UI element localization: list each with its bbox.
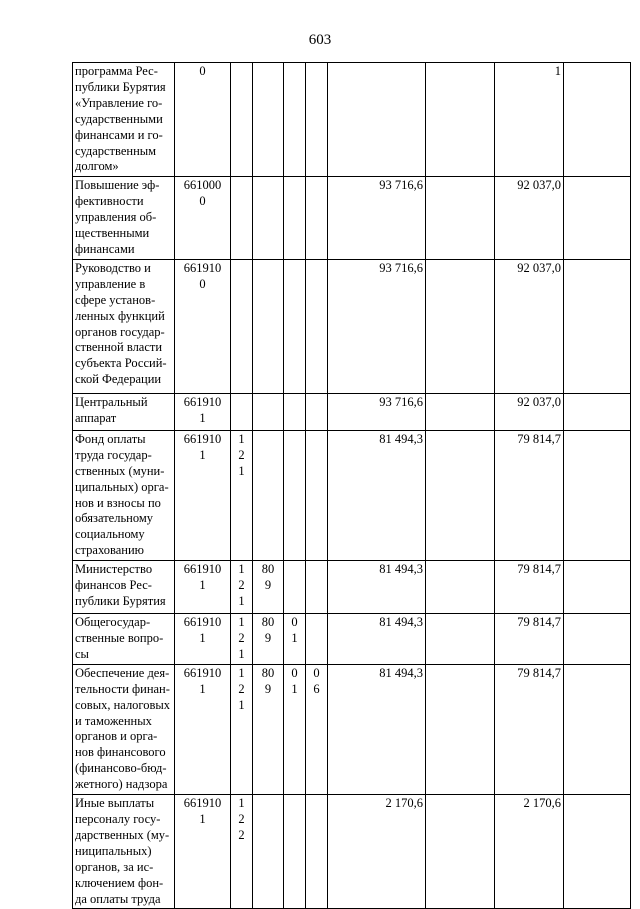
row-amount-2: 79 814,7 — [495, 561, 564, 614]
row-col3: 1 2 1 — [231, 664, 253, 794]
table-row — [73, 393, 631, 430]
row-col6 — [306, 561, 328, 614]
row-amount-1: 93 716,6 — [328, 177, 426, 260]
row-empty-col8 — [426, 63, 495, 177]
row-col3: 1 2 2 — [231, 795, 253, 909]
row-name: Руководство и управление в сфере установ- ленных функций органов государ- ственной власти субъекта Россий- ской Федерации — [73, 259, 175, 393]
row-empty-col10 — [564, 795, 631, 909]
row-amount-2: 1 — [495, 63, 564, 177]
table-row — [73, 177, 631, 260]
row-col5 — [284, 795, 306, 909]
row-col4: 80 9 — [253, 561, 284, 614]
row-col5 — [284, 259, 306, 393]
row-amount-2: 79 814,7 — [495, 430, 564, 560]
table-row — [73, 63, 631, 177]
row-col5 — [284, 393, 306, 430]
row-empty-col8 — [426, 614, 495, 665]
row-amount-1: 81 494,3 — [328, 614, 426, 665]
row-col5: 0 1 — [284, 664, 306, 794]
row-amount-1: 81 494,3 — [328, 664, 426, 794]
row-code: 661910 1 — [175, 795, 231, 909]
row-empty-col8 — [426, 393, 495, 430]
row-code: 661000 0 — [175, 177, 231, 260]
row-code: 661910 1 — [175, 614, 231, 665]
row-col4 — [253, 177, 284, 260]
row-empty-col10 — [564, 561, 631, 614]
row-amount-2: 92 037,0 — [495, 393, 564, 430]
row-col3 — [231, 393, 253, 430]
row-col5 — [284, 430, 306, 560]
table-body — [73, 63, 631, 909]
row-name: Обеспечение дея- тельности финан- совых, налоговых и таможенных органов и орга- нов финансового (финансово-бюд- жетного) надзора — [73, 664, 175, 794]
row-col6 — [306, 259, 328, 393]
table-row — [73, 430, 631, 560]
row-col6 — [306, 63, 328, 177]
row-empty-col8 — [426, 177, 495, 260]
row-col5 — [284, 561, 306, 614]
row-col3: 1 2 1 — [231, 430, 253, 560]
row-empty-col10 — [564, 430, 631, 560]
table-row — [73, 561, 631, 614]
row-amount-1: 93 716,6 — [328, 259, 426, 393]
row-code: 661910 1 — [175, 393, 231, 430]
row-empty-col8 — [426, 259, 495, 393]
row-name: Центральный аппарат — [73, 393, 175, 430]
row-amount-1: 81 494,3 — [328, 561, 426, 614]
row-col6 — [306, 795, 328, 909]
row-code: 661910 1 — [175, 430, 231, 560]
row-col4 — [253, 795, 284, 909]
row-col6 — [306, 430, 328, 560]
row-amount-2: 92 037,0 — [495, 177, 564, 260]
row-code: 661910 0 — [175, 259, 231, 393]
table-row — [73, 664, 631, 794]
row-empty-col8 — [426, 664, 495, 794]
row-name: Общегосудар- ственные вопро- сы — [73, 614, 175, 665]
table-row — [73, 795, 631, 909]
row-name: Фонд оплаты труда государ- ственных (муни- ципальных) орга- нов и взносы по обязательному социальному страхованию — [73, 430, 175, 560]
row-empty-col10 — [564, 614, 631, 665]
row-col4 — [253, 393, 284, 430]
row-col5 — [284, 63, 306, 177]
row-amount-1: 93 716,6 — [328, 393, 426, 430]
row-name: Министерство финансов Рес- публики Бурятия — [73, 561, 175, 614]
row-name: Повышение эф- фективности управления об- щественными финансами — [73, 177, 175, 260]
row-amount-2: 79 814,7 — [495, 664, 564, 794]
row-amount-2: 92 037,0 — [495, 259, 564, 393]
table-row — [73, 614, 631, 665]
row-col3: 1 2 1 — [231, 614, 253, 665]
row-amount-1 — [328, 63, 426, 177]
row-col4 — [253, 63, 284, 177]
row-empty-col10 — [564, 664, 631, 794]
row-col6 — [306, 393, 328, 430]
row-empty-col8 — [426, 561, 495, 614]
row-col6 — [306, 614, 328, 665]
row-col6: 0 6 — [306, 664, 328, 794]
row-col3 — [231, 63, 253, 177]
row-col3 — [231, 177, 253, 260]
budget-table — [72, 62, 631, 909]
row-col4: 80 9 — [253, 664, 284, 794]
row-code: 0 — [175, 63, 231, 177]
row-code: 661910 1 — [175, 664, 231, 794]
row-amount-1: 2 170,6 — [328, 795, 426, 909]
row-empty-col10 — [564, 63, 631, 177]
row-amount-2: 79 814,7 — [495, 614, 564, 665]
row-empty-col10 — [564, 393, 631, 430]
row-col4: 80 9 — [253, 614, 284, 665]
row-name: Иные выплаты персоналу госу- дарственных (му- ниципальных) органов, за ис- ключением фон- да оплаты труда — [73, 795, 175, 909]
row-name: программа Рес- публики Бурятия «Управление го- сударственными финансами и го- сударственным долгом» — [73, 63, 175, 177]
row-empty-col10 — [564, 259, 631, 393]
table-row — [73, 259, 631, 393]
row-col3 — [231, 259, 253, 393]
row-empty-col8 — [426, 430, 495, 560]
row-col3: 1 2 1 — [231, 561, 253, 614]
row-empty-col8 — [426, 795, 495, 909]
row-empty-col10 — [564, 177, 631, 260]
row-amount-1: 81 494,3 — [328, 430, 426, 560]
row-col5: 0 1 — [284, 614, 306, 665]
row-col4 — [253, 430, 284, 560]
row-col4 — [253, 259, 284, 393]
page-number: 603 — [308, 32, 332, 48]
row-amount-2: 2 170,6 — [495, 795, 564, 909]
row-code: 661910 1 — [175, 561, 231, 614]
row-col6 — [306, 177, 328, 260]
row-col5 — [284, 177, 306, 260]
